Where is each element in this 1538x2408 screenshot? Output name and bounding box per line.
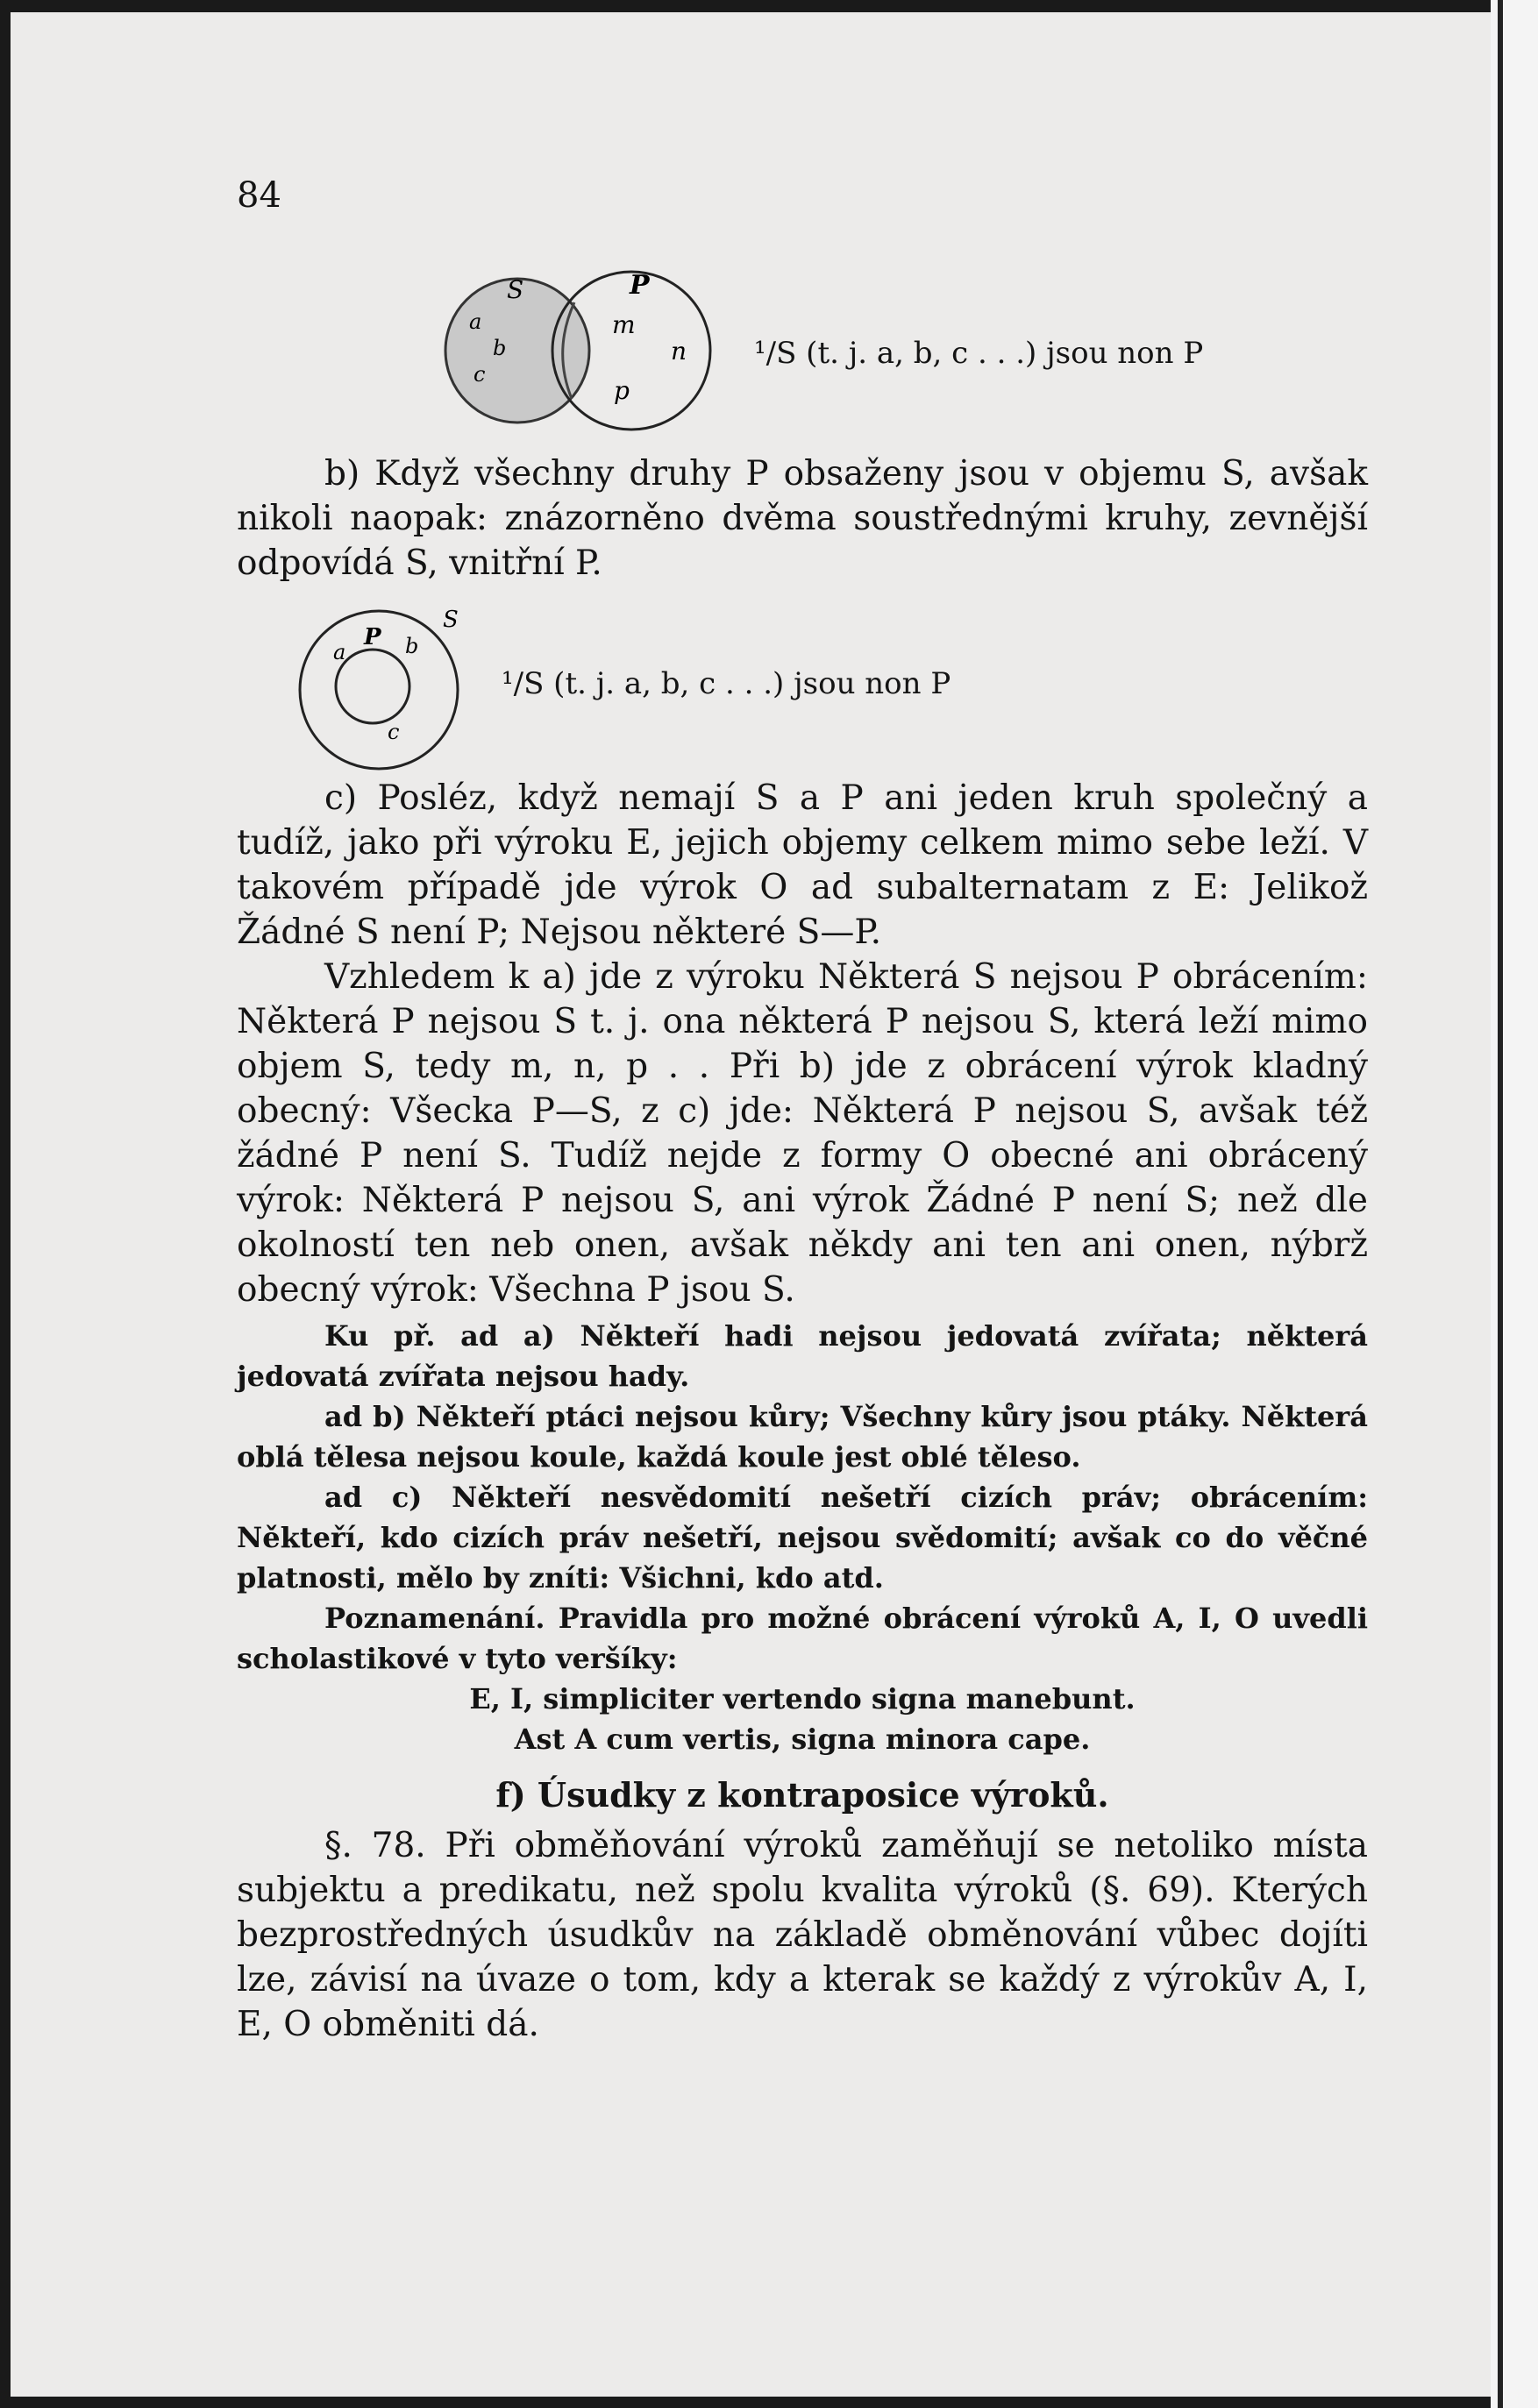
verse-line-2: Ast A cum vertis, signa minora cape. xyxy=(514,1723,1091,1756)
diagram-concentric-circles xyxy=(281,600,482,776)
label-a: a xyxy=(333,640,346,664)
label-b: b xyxy=(405,634,419,658)
page-number: 84 xyxy=(237,175,281,216)
paragraph-c: c) Posléz, když nemají S a P ani jeden kruh společný a tudíž, jako při výroku E, jejich objemy celkem mimo sebe leží. V takovém případě jde výrok O ad subalternatam z E: Jelikož Žádné S není P; Nejsou některé S—P. xyxy=(237,778,1368,952)
label-m: m xyxy=(612,310,636,339)
label-s: S xyxy=(443,607,459,633)
example-a: Ku př. ad a) Někteří hadi nejsou jedovatá zvířata; některá jedovatá zvířata nejsou hady. xyxy=(237,1319,1368,1393)
figure2-caption: ¹/S (t. j. a, b, c . . .) jsou non P xyxy=(502,666,951,701)
verse-line-1: E, I, simpliciter vertendo signa manebunt. xyxy=(469,1682,1136,1715)
section-heading-f: f) Úsudky z kontraposice výroků. xyxy=(495,1775,1109,1815)
example-c: ad c) Někteří nesvědomití nešetří cizích práv; obrácením: Někteří, kdo cizích práv nešetří, nejsou svědomití; avšak co do věčné platnosti, mělo by zníti: Všichni, kdo atd. xyxy=(237,1481,1368,1595)
paragraph-vzhledem: Vzhledem k a) jde z výroku Některá S nejsou P obrácením: Některá P nejsou S t. j. ona některá P nejsou S, která leží mimo objem S, tedy m, n, p . . Při b) jde z obrácení výrok kladný obecný: Všecka P—S, z c) jde: Některá P nejsou S, avšak též žádné P není S. Tudíž nejde z formy O obecné ani obrácený výrok: Některá P nejsou S, ani výrok Žádné P není S; než dle okolností ten neb onen, avšak někdy ani ten ani onen, nýbrž obecný výrok: Všechna P jsou S. xyxy=(237,957,1368,1310)
paragraph-b: b) Když všechny druhy P obsaženy jsou v objemu S, avšak nikoli naopak: znázorněno dvěma soustřednými kruhy, zevnější odpovídá S, vnitřní P. xyxy=(237,454,1368,583)
label-n: n xyxy=(671,337,687,366)
paragraph-78: §. 78. Při obměňování výroků zaměňují se netoliko místa subjektu a predikatu, než spolu kvalita výroků (§. 69). Kterých bezprostředných úsudkův na základě obměnování vůbec dojíti lze, závisí na úvaze o tom, kdy a kterak se každý z výrokův A, I, E, O obměniti dá. xyxy=(237,1826,1368,2044)
label-p-lower: p xyxy=(614,376,630,405)
label-a: a xyxy=(469,309,482,334)
example-b: ad b) Někteří ptáci nejsou kůry; Všechny kůry jsou ptáky. Některá oblá tělesa nejsou koule, každá koule jest oblé těleso. xyxy=(237,1400,1368,1474)
label-b: b xyxy=(493,336,507,360)
label-s: S xyxy=(507,275,524,304)
diagram-overlapping-circles xyxy=(421,267,745,434)
figure1-caption: ¹/S (t. j. a, b, c . . .) jsou non P xyxy=(754,336,1204,371)
note-poznamenani: Poznamenání. Pravidla pro možné obrácení výroků A, I, O uvedli scholastikové v tyto veršíky: xyxy=(237,1602,1368,1675)
label-p: P xyxy=(364,624,381,650)
label-p-upper: P xyxy=(630,270,650,301)
scan-margin xyxy=(1491,0,1538,2408)
inner-circle-p xyxy=(336,650,409,723)
label-c: c xyxy=(388,720,400,744)
scan-edge-line xyxy=(1498,0,1503,2408)
label-c: c xyxy=(474,362,486,387)
